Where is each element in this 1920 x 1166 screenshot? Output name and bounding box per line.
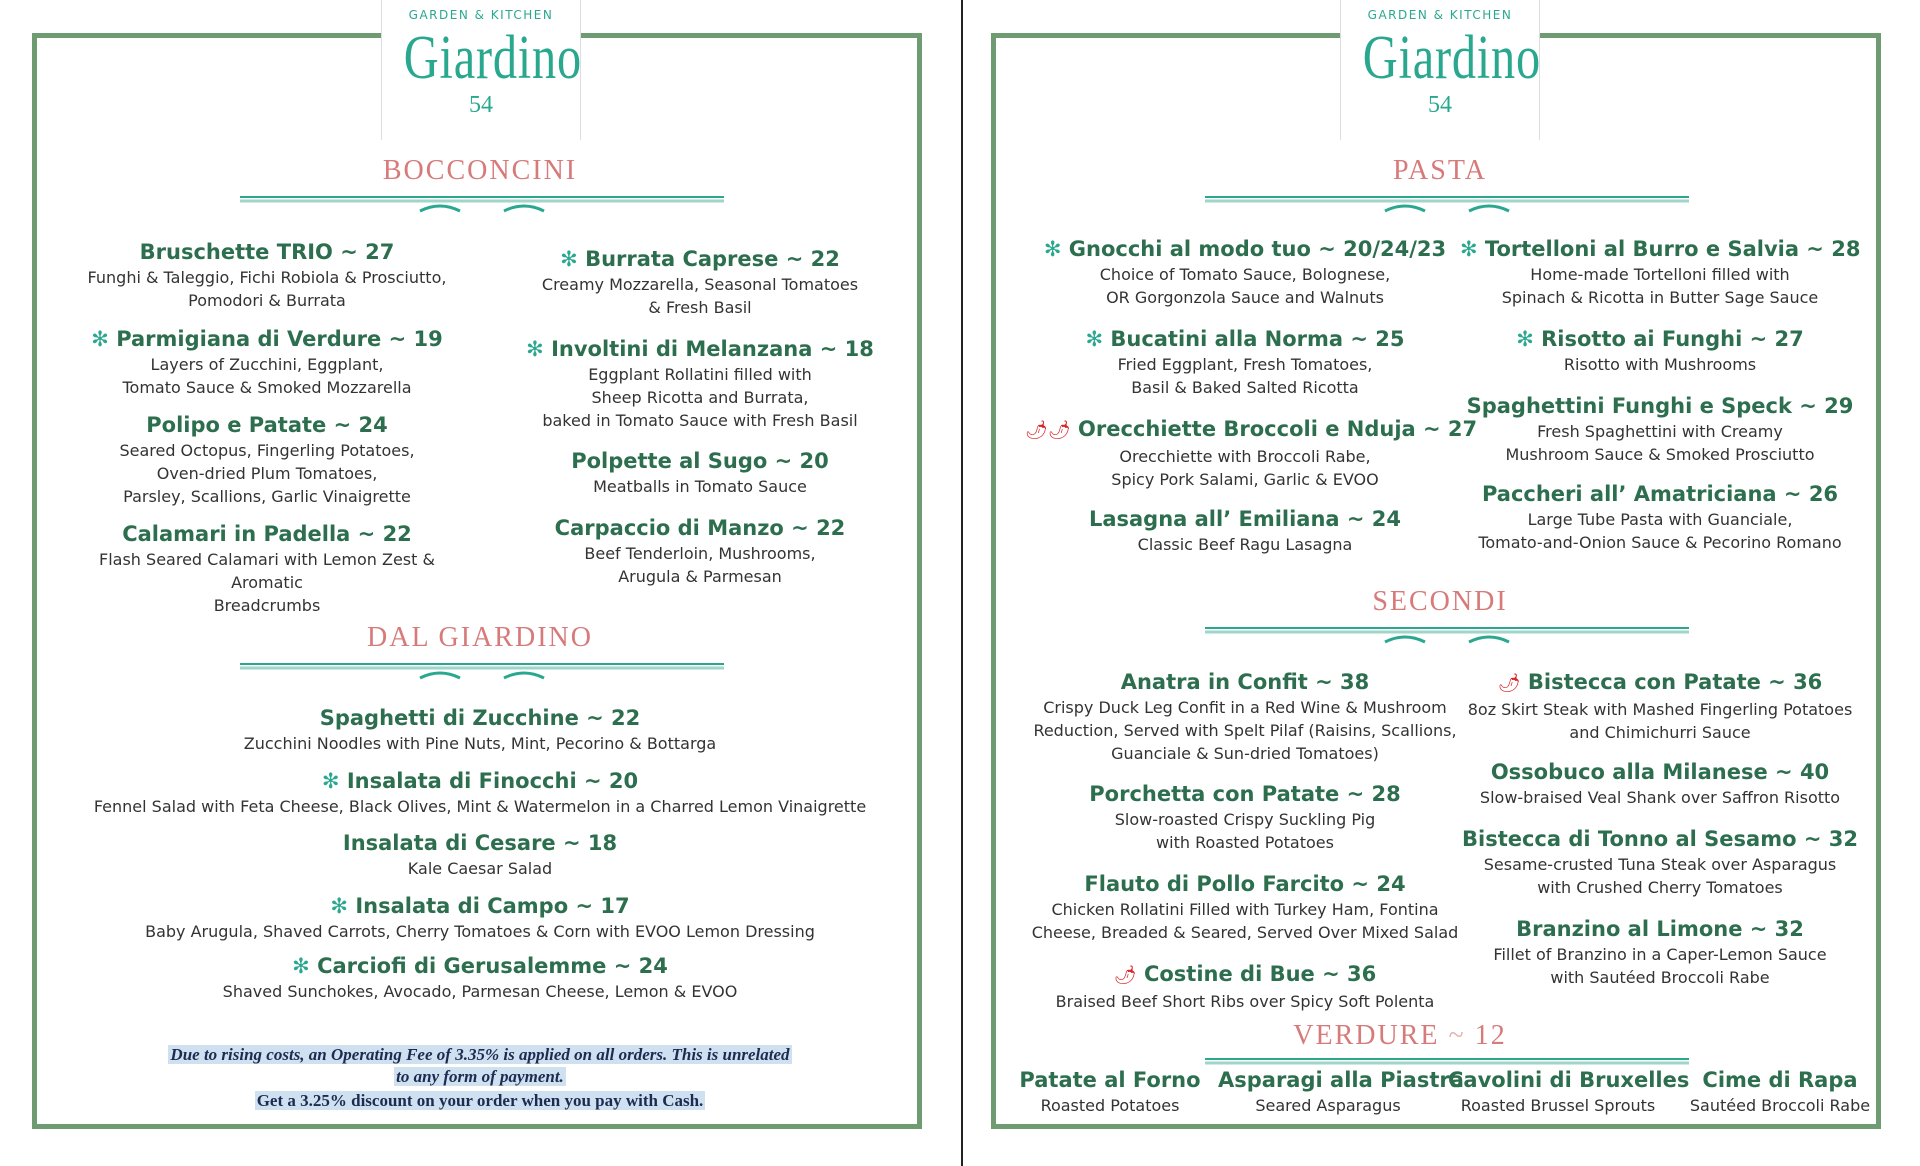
item-description: Fillet of Branzino in a Caper-Lemon Sauce with Sautéed Broccoli Rabe: [1493, 945, 1827, 987]
snowflake-icon: ✻: [1043, 237, 1062, 261]
item-name: Gnocchi al modo tuo ~ 20/24/23: [1068, 237, 1447, 261]
chili-pepper-icon: 🌶: [1113, 965, 1137, 986]
item-description: Braised Beef Short Ribs over Spicy Soft Polenta: [1055, 992, 1435, 1011]
menu-item: [1025, 325, 1465, 399]
section-title-dal-giardino: DAL GIARDINO: [367, 622, 593, 653]
section-title-verdure: [1200, 1020, 1600, 1052]
menu-item: [1010, 1066, 1210, 1117]
menu-item: [62, 411, 472, 508]
item-name: Bistecca con Patate ~ 36: [1527, 670, 1823, 694]
item-description: Layers of Zucchini, Eggplant, Tomato Sauce & Smoked Mozzarella: [122, 355, 412, 397]
item-name: Lasagna all’ Emiliana ~ 24: [1088, 507, 1402, 531]
menu-item: [1025, 235, 1465, 309]
item-description: Fresh Spaghettini with Creamy Mushroom Sauce & Smoked Prosciutto: [1505, 422, 1815, 464]
menu-item: [1025, 668, 1465, 765]
menu-item: [1025, 505, 1465, 556]
item-name: Parmigiana di Verdure ~ 19: [116, 327, 443, 351]
snowflake-icon: ✻: [560, 247, 578, 271]
menu-item: [1680, 1066, 1880, 1117]
menu-item: [1460, 392, 1860, 466]
item-name: Polipo e Patate ~ 24: [146, 413, 388, 437]
item-name: Asparagi alla Piastra: [1218, 1068, 1464, 1092]
snowflake-icon: ✻: [330, 894, 349, 918]
item-name: Bistecca di Tonno al Sesamo ~ 32: [1462, 827, 1858, 851]
menu-item: [62, 325, 472, 399]
item-name: Risotto ai Funghi ~ 27: [1541, 327, 1804, 351]
menu-item: [1460, 825, 1860, 899]
notice-line-1: Due to rising costs, an Operating Fee of 3.35% is applied on all orders. This is unrelated: [170, 1045, 790, 1064]
snowflake-icon: ✻: [292, 954, 310, 978]
menu-item: [500, 514, 900, 588]
item-name: Spaghettini Funghi e Speck ~ 29: [1466, 394, 1854, 418]
item-name: Spaghetti di Zucchine ~ 22: [319, 706, 641, 730]
item-name: Involtini di Melanzana ~ 18: [551, 337, 874, 361]
item-name: Calamari in Padella ~ 22: [122, 522, 412, 546]
menu-item: [1460, 325, 1860, 376]
item-description: Eggplant Rollatini filled with Sheep Ricotta and Burrata, baked in Tomato Sauce with Fresh Basil: [542, 365, 858, 430]
notice-line-3: Get a 3.25% discount on your order when you pay with Cash.: [256, 1091, 704, 1110]
verdure-price: 12: [1474, 1020, 1507, 1051]
logo-tagline: GARDEN & KITCHEN: [1367, 8, 1513, 22]
item-description: 8oz Skirt Steak with Mashed Fingerling Potatoes and Chimichurri Sauce: [1467, 700, 1853, 742]
item-name: Bucatini alla Norma ~ 25: [1110, 327, 1405, 351]
logo-name: Giardino: [1362, 24, 1541, 92]
item-description: Seared Octopus, Fingerling Potatoes, Oven-dried Plum Tomatoes, Parsley, Scallions, Garlic Vinaigrette: [119, 441, 415, 506]
item-name: Cime di Rapa: [1702, 1068, 1858, 1092]
logo-name: Giardino: [403, 24, 582, 92]
menu-item: [1025, 870, 1465, 944]
item-description: Zucchini Noodles with Pine Nuts, Mint, Pecorino & Bottarga: [243, 734, 717, 753]
item-description: Sautéed Broccoli Rabe: [1689, 1096, 1871, 1115]
item-description: Classic Beef Ragu Lasagna: [1137, 535, 1353, 554]
verdure-title: VERDURE: [1293, 1020, 1440, 1051]
item-name: Carpaccio di Manzo ~ 22: [554, 516, 846, 540]
item-description: Kale Caesar Salad: [407, 859, 553, 878]
section-title-bocconcini: BOCCONCINI: [382, 155, 578, 186]
logo-number: 54: [469, 92, 493, 118]
item-name: Flauto di Pollo Farcito ~ 24: [1084, 872, 1406, 896]
operating-fee-notice: [130, 1044, 830, 1112]
page-divider: [961, 0, 963, 1166]
section-title-secondi: SECONDI: [1372, 586, 1508, 617]
item-name: Bruschette TRIO ~ 27: [139, 240, 395, 264]
menu-item: [80, 704, 880, 755]
menu-item: [1460, 915, 1860, 989]
item-name: Burrata Caprese ~ 22: [585, 247, 840, 271]
item-name: Ossobuco alla Milanese ~ 40: [1490, 760, 1830, 784]
menu-item: [1218, 1066, 1464, 1117]
item-description: Large Tube Pasta with Guanciale, Tomato-and-Onion Sauce & Pecorino Romano: [1478, 510, 1842, 552]
item-name: Orecchiette Broccoli e Nduja ~ 27: [1078, 417, 1478, 441]
ornament-rule: [1205, 624, 1689, 650]
item-name: Carciofi di Gerusalemme ~ 24: [317, 954, 668, 978]
menu-item: [1460, 235, 1860, 309]
logo-left: [381, 0, 581, 140]
item-description: Funghi & Taleggio, Fichi Robiola & Prosciutto, Pomodori & Burrata: [87, 268, 447, 310]
item-description: Sesame-crusted Tuna Steak over Asparagus with Crushed Cherry Tomatoes: [1483, 855, 1837, 897]
item-description: Seared Asparagus: [1255, 1096, 1401, 1115]
item-description: Risotto with Mushrooms: [1563, 355, 1757, 374]
item-name: Patate al Forno: [1019, 1068, 1201, 1092]
item-description: Roasted Potatoes: [1040, 1096, 1180, 1115]
snowflake-icon: ✻: [526, 337, 544, 361]
menu-item: [500, 245, 900, 319]
menu-item: [1448, 1066, 1690, 1117]
menu-item: [500, 335, 900, 432]
item-description: Orecchiette with Broccoli Rabe, Spicy Pork Salami, Garlic & EVOO: [1111, 447, 1379, 489]
item-name: Insalata di Cesare ~ 18: [342, 831, 618, 855]
menu-item: [80, 892, 880, 943]
menu-item: [500, 447, 900, 498]
chili-pepper-icon: 🌶: [1497, 673, 1521, 694]
logo-right: [1340, 0, 1540, 140]
chili-pepper-icon: 🌶🌶: [1025, 420, 1071, 441]
item-name: Porchetta con Patate ~ 28: [1089, 782, 1401, 806]
item-name: Branzino al Limone ~ 32: [1516, 917, 1804, 941]
menu-item: [80, 767, 880, 818]
ornament-rule: [1205, 1056, 1689, 1066]
snowflake-icon: ✻: [91, 327, 109, 351]
verdure-separator: ~: [1448, 1020, 1466, 1051]
item-description: Crispy Duck Leg Confit in a Red Wine & Mushroom Reduction, Served with Spelt Pilaf (Raisins, Scallions, Guanciale & Sun-dried Tomatoes): [1033, 698, 1457, 763]
logo-tagline: GARDEN & KITCHEN: [408, 8, 554, 22]
item-description: Home-made Tortelloni filled with Spinach & Ricotta in Butter Sage Sauce: [1501, 265, 1819, 307]
item-description: Choice of Tomato Sauce, Bolognese, OR Gorgonzola Sauce and Walnuts: [1099, 265, 1391, 307]
item-description: Chicken Rollatini Filled with Turkey Ham, Fontina Cheese, Breaded & Seared, Served Over Mixed Salad: [1031, 900, 1459, 942]
snowflake-icon: ✻: [1516, 327, 1534, 351]
item-description: Fried Eggplant, Fresh Tomatoes, Basil & Baked Salted Ricotta: [1117, 355, 1373, 397]
item-description: Slow-roasted Crispy Suckling Pig with Roasted Potatoes: [1114, 810, 1376, 852]
item-description: Flash Seared Calamari with Lemon Zest & Aromatic Breadcrumbs: [99, 550, 435, 615]
item-name: Tortelloni al Burro e Salvia ~ 28: [1484, 237, 1861, 261]
menu-item: [62, 520, 472, 617]
logo-number: 54: [1428, 92, 1452, 118]
menu-item: [1460, 668, 1860, 744]
item-description: Beef Tenderloin, Mushrooms, Arugula & Parmesan: [584, 544, 816, 586]
menu-item: [80, 829, 880, 880]
snowflake-icon: ✻: [1460, 237, 1478, 261]
item-name: Insalata di Finocchi ~ 20: [346, 769, 639, 793]
item-name: Insalata di Campo ~ 17: [355, 894, 630, 918]
notice-line-2: to any form of payment.: [396, 1067, 564, 1086]
item-description: Shaved Sunchokes, Avocado, Parmesan Cheese, Lemon & EVOO: [222, 982, 738, 1001]
menu-item: [1025, 960, 1465, 1013]
section-title-pasta: PASTA: [1393, 155, 1487, 186]
menu-item: [1025, 415, 1478, 491]
item-name: Anatra in Confit ~ 38: [1120, 670, 1370, 694]
item-name: Cavolini di Bruxelles: [1448, 1068, 1690, 1092]
menu-item: [80, 952, 880, 1003]
item-name: Polpette al Sugo ~ 20: [571, 449, 829, 473]
item-description: Slow-braised Veal Shank over Saffron Risotto: [1479, 788, 1841, 807]
item-description: Meatballs in Tomato Sauce: [593, 477, 807, 496]
menu-item: [1460, 480, 1860, 554]
snowflake-icon: ✻: [1085, 327, 1104, 351]
item-description: Roasted Brussel Sprouts: [1460, 1096, 1656, 1115]
item-name: Paccheri all’ Amatriciana ~ 26: [1481, 482, 1839, 506]
snowflake-icon: ✻: [321, 769, 340, 793]
item-name: Costine di Bue ~ 36: [1143, 962, 1377, 986]
menu-item: [1460, 758, 1860, 809]
item-description: Creamy Mozzarella, Seasonal Tomatoes & Fresh Basil: [541, 275, 859, 317]
item-description: Fennel Salad with Feta Cheese, Black Olives, Mint & Watermelon in a Charred Lemon Vinaigrette: [93, 797, 867, 816]
ornament-rule: [240, 193, 724, 219]
ornament-rule: [1205, 193, 1689, 219]
ornament-rule: [240, 660, 724, 686]
menu-item: [62, 238, 472, 312]
item-description: Baby Arugula, Shaved Carrots, Cherry Tomatoes & Corn with EVOO Lemon Dressing: [145, 922, 815, 941]
menu-item: [1025, 780, 1465, 854]
